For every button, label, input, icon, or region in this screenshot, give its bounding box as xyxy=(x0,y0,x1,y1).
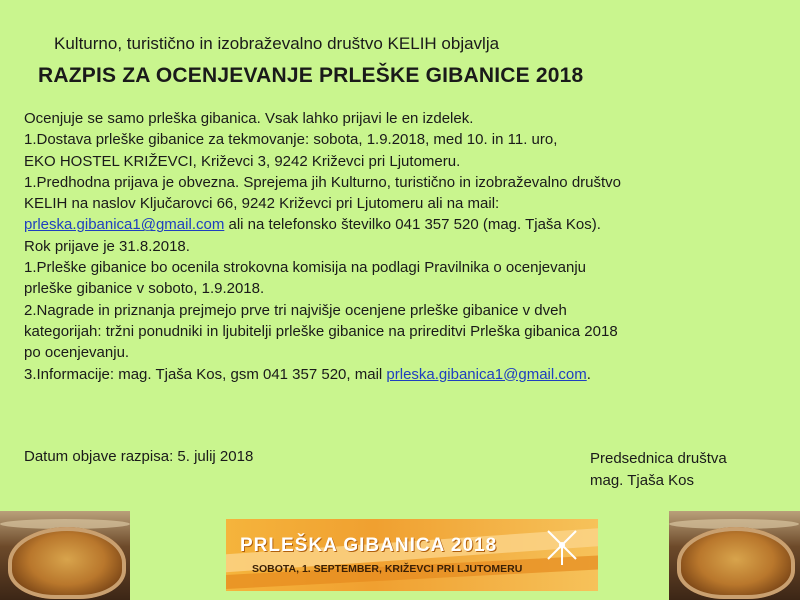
body-line-2: 1.Dostava prleške gibanice za tekmovanje: sobota, 1.9.2018, med 10. in 11. uro, xyxy=(24,131,558,149)
signature-role: Predsednica društva xyxy=(590,450,727,467)
banner-subtitle: SOBOTA, 1. SEPTEMBER, KRIŽEVCI PRI LJUTOMERU xyxy=(252,563,523,575)
body-line-5: KELIH na naslov Ključarovci 66, 9242 Križevci pri Ljutomeru ali na mail: xyxy=(24,195,500,213)
phone-text: ali na telefonsko številko 041 357 520 (mag. Tjaša Kos). xyxy=(224,216,601,234)
info-text: 3.Informacije: mag. Tjaša Kos, gsm 041 357 520, mail xyxy=(24,365,387,383)
body-line-13 xyxy=(24,364,784,385)
info-period: . xyxy=(586,365,591,383)
body-line-12: po ocenjevanju. xyxy=(24,344,130,362)
page-title: RAZPIS ZA OCENJEVANJE PRLEŠKE GIBANICE 2018 xyxy=(38,64,584,87)
body-line-8: 1.Prleške gibanice bo ocenila strokovna komisija na podlagi Pravilnika o ocenjevanju xyxy=(24,259,586,277)
gibanica-photo-left xyxy=(0,511,130,600)
publish-date: Datum objave razpisa: 5. julij 2018 xyxy=(24,448,254,465)
body-line-3: EKO HOSTEL KRIŽEVCI, Križevci 3, 9242 Križevci pri Ljutomeru. xyxy=(24,152,461,170)
body-line-9: prleške gibanice v soboto, 1.9.2018. xyxy=(24,280,265,298)
body-line-1: Ocenjuje se samo prleška gibanica. Vsak lahko prijavi le en izdelek. xyxy=(24,110,474,127)
body-line-6 xyxy=(24,214,784,235)
banner-title: PRLEŠKA GIBANICA 2018 xyxy=(240,535,498,556)
intro-text: Kulturno, turistično in izobraževalno društvo KELIH objavlja xyxy=(54,34,500,53)
signature-name: mag. Tjaša Kos xyxy=(590,472,694,489)
body-line-7: Rok prijave je 31.8.2018. xyxy=(24,237,190,255)
body-line-10: 2.Nagrade in priznanja prejmejo prve tri najvišje ocenjene prleške gibanice v dveh xyxy=(24,301,567,319)
event-banner xyxy=(226,519,598,591)
signature xyxy=(590,448,727,492)
announcement-body xyxy=(24,108,784,385)
email-link-2[interactable]: prleska.gibanica1@gmail.com xyxy=(386,365,587,383)
body-line-4: 1.Predhodna prijava je obvezna. Sprejema jih Kulturno, turistično in izobraževalno društvo xyxy=(24,173,622,191)
gibanica-photo-right xyxy=(669,511,800,600)
email-link[interactable]: prleska.gibanica1@gmail.com xyxy=(24,216,225,234)
windmill-icon xyxy=(542,525,582,565)
body-line-11: kategorijah: tržni ponudniki in ljubitelji prleške gibanice na prireditvi Prleška gibanica 2018 xyxy=(24,322,618,340)
